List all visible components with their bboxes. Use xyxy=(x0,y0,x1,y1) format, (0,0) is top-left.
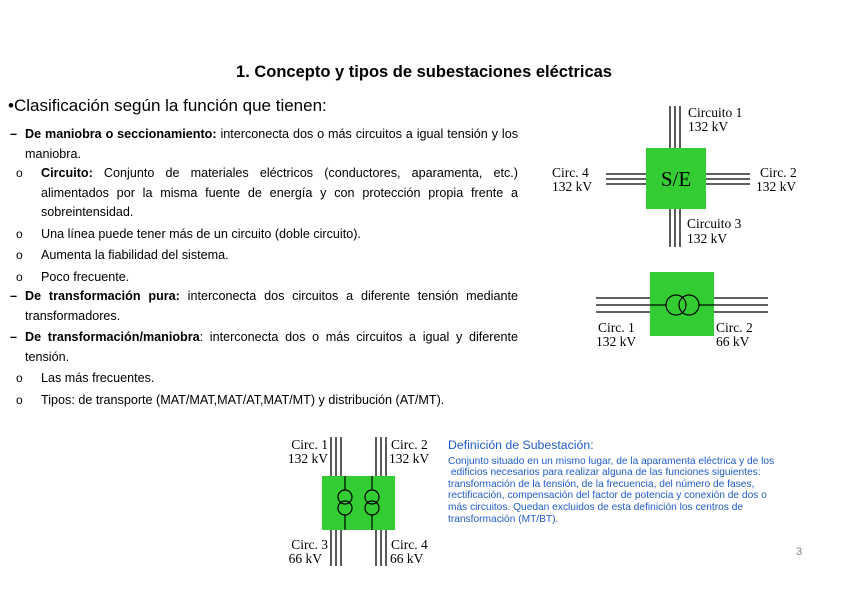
circuit-4-voltage: 66 kV xyxy=(390,551,424,566)
bullet-text: interconecta dos o más circuitos a igual tensión y los maniobra. xyxy=(25,127,518,161)
substation-label: S/E xyxy=(660,167,692,191)
definition-line: transformación de la tensión, de la frecuencia, del número de fases, xyxy=(448,478,755,490)
circuit-2-voltage: 66 kV xyxy=(716,334,750,349)
circle-marker: o xyxy=(16,371,23,385)
bullet-text: Tipos: de transporte (MAT/MAT,MAT/AT,MAT/MT) y distribución (AT/MT). xyxy=(41,392,445,407)
circuit-2-name: Circ. 2 xyxy=(391,437,428,452)
circle-marker: o xyxy=(16,166,23,180)
bullet-text: Conjunto de materiales eléctricos (conductores, aparamenta, etc.) alimentados por la misma fuente de energía y con protección propia frente a sobreintensidad. xyxy=(41,166,518,219)
bullet-bold: De transformación pura: xyxy=(25,289,180,303)
circuit-1-name: Circ. 1 xyxy=(598,320,635,335)
circuit-4-voltage: 132 kV xyxy=(552,179,593,194)
circle-marker: o xyxy=(16,392,23,407)
circuit-4-name: Circ. 4 xyxy=(552,165,589,180)
circuit-1-name: Circuito 1 xyxy=(688,105,743,120)
definition-line: transformación (MT/BT). xyxy=(448,513,559,525)
definition-line: edificios necesarios para realizar alguna de las funciones siguientes: xyxy=(448,467,761,479)
circuit-1-voltage: 132 kV xyxy=(596,334,637,349)
dash-marker: – xyxy=(10,289,18,303)
definition-box xyxy=(448,440,840,525)
circuit-3-voltage: 132 kV xyxy=(687,231,728,246)
definition-line: rectificación, compensación del factor de potencia y conexión de dos o xyxy=(448,490,767,502)
circuit-2-voltage: 132 kV xyxy=(389,451,430,466)
transformer-box xyxy=(650,272,714,336)
circuit-3-voltage: 66 kV xyxy=(288,551,322,566)
circle-marker: o xyxy=(16,269,23,284)
bullet-bold: Circuito: xyxy=(41,166,93,180)
page-number: 3 xyxy=(796,546,803,558)
bullet-text: Una línea puede tener más de un circuito (doble circuito). xyxy=(41,226,361,241)
definition-line: Conjunto situado en un mismo lugar, de la aparamenta eléctrica y de los xyxy=(448,455,775,467)
bullet-text: Aumenta la fiabilidad del sistema. xyxy=(41,248,229,262)
definition-title: Definición de Subestación: xyxy=(448,438,594,452)
bullet-text: Poco frecuente. xyxy=(41,269,130,284)
circle-marker: o xyxy=(16,226,23,241)
circuit-3-name: Circuito 3 xyxy=(687,216,742,231)
circuit-2-name: Circ. 2 xyxy=(716,320,753,335)
slide-subtitle: •Clasificación según la función que tienen: xyxy=(8,96,327,115)
bullet-bold: De transformación/maniobra xyxy=(25,330,200,344)
bullet-bold: De maniobra o seccionamiento: xyxy=(25,127,217,141)
bullet-text: interconecta dos circuitos a diferente tensión mediante transformadores. xyxy=(25,289,518,323)
dash-marker: – xyxy=(10,127,18,141)
circuit-2-name: Circ. 2 xyxy=(760,165,797,180)
definition-line: más circuitos. Quedan excluidos de esta definición los centros de xyxy=(448,501,744,513)
circuit-4-name: Circ. 4 xyxy=(391,537,428,552)
circle-marker: o xyxy=(16,248,23,262)
dash-marker: – xyxy=(10,330,18,344)
circuit-1-voltage: 132 kV xyxy=(688,119,729,134)
slide-title: 1. Concepto y tipos de subestaciones eléctricas xyxy=(236,63,612,81)
bullet-text: Las más frecuentes. xyxy=(41,371,155,385)
circuit-2-voltage: 132 kV xyxy=(756,179,797,194)
circuit-3-name: Circ. 3 xyxy=(291,537,328,552)
circuit-1-voltage: 132 kV xyxy=(287,451,328,466)
circuit-1-name: Circ. 1 xyxy=(291,437,328,452)
transformer-box xyxy=(322,476,395,530)
bullet-text: : interconecta dos o más circuitos a igual y diferente tensión. xyxy=(25,330,518,364)
